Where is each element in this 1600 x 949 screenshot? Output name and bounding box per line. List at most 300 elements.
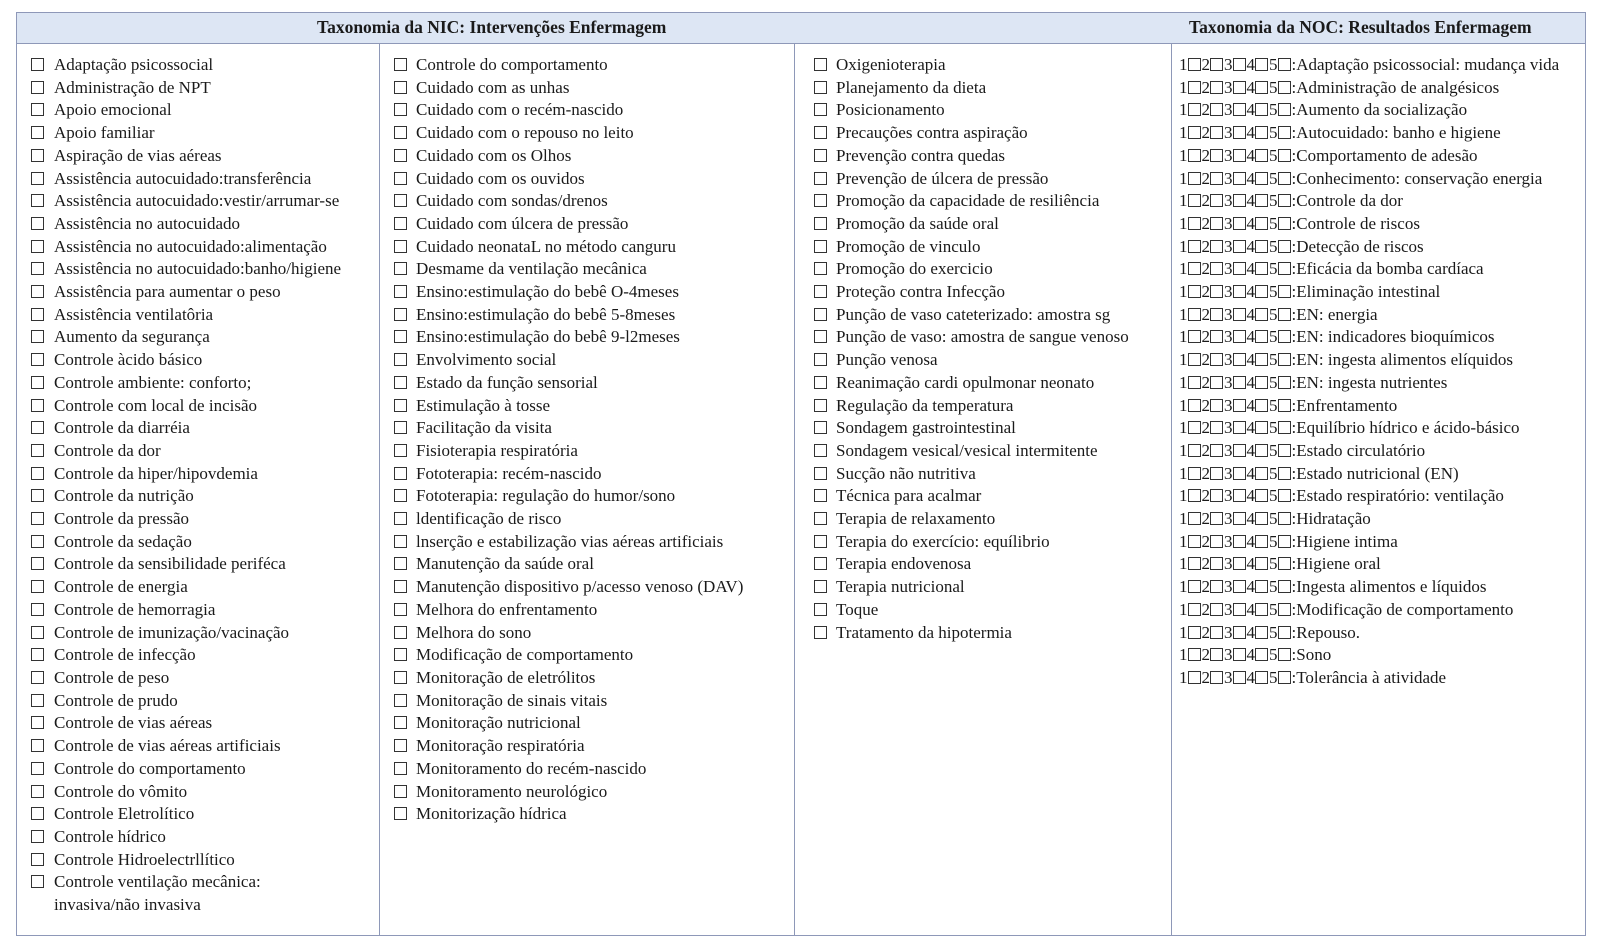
checkbox[interactable] — [814, 489, 827, 502]
rating-checkbox[interactable] — [1188, 444, 1201, 457]
checkbox[interactable] — [814, 467, 827, 480]
rating-checkbox[interactable] — [1278, 535, 1291, 548]
rating-checkbox[interactable] — [1188, 217, 1201, 230]
checkbox[interactable] — [814, 580, 827, 593]
rating-checkbox[interactable] — [1188, 489, 1201, 502]
nic-item-label: Punção venosa — [836, 350, 938, 370]
rating-checkbox[interactable] — [1210, 489, 1223, 502]
checkbox[interactable] — [814, 444, 827, 457]
checkbox[interactable] — [394, 172, 407, 185]
checkbox[interactable] — [31, 330, 44, 343]
checkbox[interactable] — [394, 762, 407, 775]
rating-checkbox[interactable] — [1233, 626, 1246, 639]
nic-item — [795, 576, 1171, 599]
rating-scale — [1179, 372, 1296, 395]
checkbox[interactable] — [394, 58, 407, 71]
checkbox[interactable] — [394, 149, 407, 162]
checkbox[interactable] — [394, 716, 407, 729]
checkbox[interactable] — [31, 376, 44, 389]
rating-checkbox[interactable] — [1278, 353, 1291, 366]
rating-checkbox[interactable] — [1188, 149, 1201, 162]
rating-checkbox[interactable] — [1188, 308, 1201, 321]
checkbox[interactable] — [394, 512, 407, 525]
rating-checkbox[interactable] — [1233, 194, 1246, 207]
rating-checkbox[interactable] — [1255, 262, 1268, 275]
rating-checkbox[interactable] — [1188, 172, 1201, 185]
rating-checkbox[interactable] — [1255, 467, 1268, 480]
checkbox[interactable] — [814, 376, 827, 389]
checkbox[interactable] — [394, 217, 407, 230]
checkbox[interactable] — [31, 694, 44, 707]
rating-checkbox[interactable] — [1278, 58, 1291, 71]
checkbox[interactable] — [814, 58, 827, 71]
rating-checkbox[interactable] — [1188, 353, 1201, 366]
rating-checkbox[interactable] — [1233, 103, 1246, 116]
rating-number: 5 — [1269, 77, 1278, 97]
checkbox[interactable] — [31, 262, 44, 275]
checkbox[interactable] — [394, 376, 407, 389]
checkbox[interactable] — [31, 489, 44, 502]
nic-item-label: Reanimação cardi opulmonar neonato — [836, 372, 1095, 392]
checkbox[interactable] — [31, 875, 44, 888]
checkbox[interactable] — [394, 785, 407, 798]
rating-checkbox[interactable] — [1210, 149, 1223, 162]
rating-checkbox[interactable] — [1255, 149, 1268, 162]
rating-checkbox[interactable] — [1188, 285, 1201, 298]
rating-number: 4 — [1246, 667, 1255, 687]
checkbox[interactable] — [814, 330, 827, 343]
checkbox[interactable] — [394, 285, 407, 298]
rating-checkbox[interactable] — [1233, 444, 1246, 457]
rating-checkbox[interactable] — [1255, 172, 1268, 185]
rating-checkbox[interactable] — [1188, 376, 1201, 389]
nic-item-label: Fototerapia: recém-nascido — [416, 463, 602, 483]
rating-number: 4 — [1246, 622, 1255, 642]
rating-number: 3 — [1224, 259, 1233, 279]
separator: : — [1291, 463, 1297, 483]
checkbox[interactable] — [31, 626, 44, 639]
checkbox[interactable] — [394, 444, 407, 457]
rating-checkbox[interactable] — [1255, 194, 1268, 207]
rating-checkbox[interactable] — [1233, 353, 1246, 366]
rating-checkbox[interactable] — [1233, 671, 1246, 684]
rating-checkbox[interactable] — [1210, 353, 1223, 366]
checkbox[interactable] — [31, 194, 44, 207]
rating-checkbox[interactable] — [1255, 421, 1268, 434]
rating-checkbox[interactable] — [1188, 240, 1201, 253]
noc-item — [1172, 599, 1585, 622]
rating-checkbox[interactable] — [1255, 240, 1268, 253]
rating-checkbox[interactable] — [1255, 557, 1268, 570]
rating-checkbox[interactable] — [1188, 421, 1201, 434]
noc-item — [1172, 417, 1585, 440]
rating-number: 3 — [1224, 236, 1233, 256]
rating-checkbox[interactable] — [1255, 399, 1268, 412]
checkbox[interactable] — [394, 739, 407, 752]
rating-checkbox[interactable] — [1188, 535, 1201, 548]
rating-checkbox[interactable] — [1233, 285, 1246, 298]
rating-checkbox[interactable] — [1210, 240, 1223, 253]
nic-item-label: Prevenção contra quedas — [836, 145, 1005, 165]
checkbox[interactable] — [394, 603, 407, 616]
rating-checkbox[interactable] — [1210, 376, 1223, 389]
rating-number: 3 — [1224, 418, 1233, 438]
nic-item — [380, 372, 794, 395]
checkbox[interactable] — [394, 330, 407, 343]
rating-checkbox[interactable] — [1233, 467, 1246, 480]
checkbox[interactable] — [394, 262, 407, 275]
rating-number: 5 — [1269, 123, 1278, 143]
rating-checkbox[interactable] — [1210, 603, 1223, 616]
rating-number: 4 — [1246, 145, 1255, 165]
noc-item-label: Estado circulatório — [1296, 440, 1426, 460]
nic-item — [795, 326, 1171, 349]
rating-checkbox[interactable] — [1278, 557, 1291, 570]
rating-checkbox[interactable] — [1210, 671, 1223, 684]
rating-checkbox[interactable] — [1233, 172, 1246, 185]
rating-number: 5 — [1269, 486, 1278, 506]
rating-checkbox[interactable] — [1278, 512, 1291, 525]
checkbox[interactable] — [394, 807, 407, 820]
checkbox[interactable] — [31, 853, 44, 866]
rating-checkbox[interactable] — [1233, 58, 1246, 71]
checkbox[interactable] — [394, 467, 407, 480]
checkbox[interactable] — [31, 444, 44, 457]
noc-item-label: EN: ingesta alimentos elíquidos — [1296, 350, 1513, 370]
rating-number: 1 — [1179, 372, 1188, 392]
rating-checkbox[interactable] — [1188, 580, 1201, 593]
rating-checkbox[interactable] — [1278, 330, 1291, 343]
rating-checkbox[interactable] — [1188, 557, 1201, 570]
nic-item — [795, 122, 1171, 145]
checkbox[interactable] — [814, 217, 827, 230]
rating-checkbox[interactable] — [1278, 149, 1291, 162]
rating-checkbox[interactable] — [1210, 285, 1223, 298]
checkbox[interactable] — [31, 557, 44, 570]
rating-checkbox[interactable] — [1255, 444, 1268, 457]
checkbox[interactable] — [31, 671, 44, 684]
rating-checkbox[interactable] — [1188, 671, 1201, 684]
rating-checkbox[interactable] — [1210, 421, 1223, 434]
rating-checkbox[interactable] — [1188, 626, 1201, 639]
rating-checkbox[interactable] — [1233, 262, 1246, 275]
rating-checkbox[interactable] — [1188, 467, 1201, 480]
rating-checkbox[interactable] — [1210, 535, 1223, 548]
rating-checkbox[interactable] — [1210, 172, 1223, 185]
rating-checkbox[interactable] — [1278, 603, 1291, 616]
checkbox[interactable] — [814, 353, 827, 366]
rating-number: 2 — [1201, 304, 1210, 324]
rating-number: 4 — [1246, 55, 1255, 74]
checkbox[interactable] — [814, 81, 827, 94]
rating-checkbox[interactable] — [1278, 126, 1291, 139]
rating-checkbox[interactable] — [1233, 376, 1246, 389]
nic-item-label: Cuidado com as unhas — [416, 77, 570, 97]
rating-checkbox[interactable] — [1278, 421, 1291, 434]
rating-checkbox[interactable] — [1278, 626, 1291, 639]
rating-checkbox[interactable] — [1233, 580, 1246, 593]
separator: : — [1291, 77, 1297, 97]
rating-checkbox[interactable] — [1255, 648, 1268, 661]
checkbox[interactable] — [31, 58, 44, 71]
rating-checkbox[interactable] — [1210, 81, 1223, 94]
checkbox[interactable] — [394, 535, 407, 548]
rating-checkbox[interactable] — [1255, 330, 1268, 343]
rating-checkbox[interactable] — [1233, 308, 1246, 321]
rating-checkbox[interactable] — [1210, 580, 1223, 593]
rating-checkbox[interactable] — [1278, 399, 1291, 412]
checkbox[interactable] — [394, 103, 407, 116]
checkbox[interactable] — [31, 580, 44, 593]
rating-checkbox[interactable] — [1278, 217, 1291, 230]
checkbox[interactable] — [31, 240, 44, 253]
rating-checkbox[interactable] — [1210, 194, 1223, 207]
checkbox[interactable] — [394, 353, 407, 366]
checkbox[interactable] — [814, 285, 827, 298]
checkbox[interactable] — [31, 807, 44, 820]
rating-checkbox[interactable] — [1255, 285, 1268, 298]
checkbox[interactable] — [814, 240, 827, 253]
nic-item — [380, 508, 794, 531]
rating-checkbox[interactable] — [1210, 444, 1223, 457]
rating-checkbox[interactable] — [1188, 330, 1201, 343]
rating-number: 5 — [1269, 622, 1278, 642]
checkbox[interactable] — [31, 149, 44, 162]
rating-scale — [1179, 122, 1296, 145]
rating-checkbox[interactable] — [1278, 81, 1291, 94]
checkbox[interactable] — [814, 262, 827, 275]
nic-item — [17, 553, 379, 576]
checkbox[interactable] — [394, 648, 407, 661]
checkbox[interactable] — [814, 603, 827, 616]
checkbox[interactable] — [814, 535, 827, 548]
rating-scale — [1179, 508, 1296, 531]
checkbox[interactable] — [31, 285, 44, 298]
rating-checkbox[interactable] — [1210, 126, 1223, 139]
checkbox[interactable] — [31, 467, 44, 480]
rating-checkbox[interactable] — [1210, 399, 1223, 412]
rating-checkbox[interactable] — [1278, 240, 1291, 253]
noc-item-label: Eficácia da bomba cardíaca — [1296, 259, 1484, 279]
rating-checkbox[interactable] — [1210, 217, 1223, 230]
checkbox[interactable] — [814, 399, 827, 412]
rating-checkbox[interactable] — [1255, 81, 1268, 94]
nic-item — [380, 145, 794, 168]
rating-checkbox[interactable] — [1255, 353, 1268, 366]
rating-checkbox[interactable] — [1188, 603, 1201, 616]
rating-checkbox[interactable] — [1188, 512, 1201, 525]
checkbox[interactable] — [814, 421, 827, 434]
checkbox[interactable] — [31, 217, 44, 230]
checkbox[interactable] — [31, 648, 44, 661]
rating-checkbox[interactable] — [1255, 512, 1268, 525]
checkbox[interactable] — [814, 626, 827, 639]
checkbox[interactable] — [814, 172, 827, 185]
rating-checkbox[interactable] — [1233, 512, 1246, 525]
checkbox[interactable] — [814, 194, 827, 207]
nic-item-label: Controle da sensibilidade periféca — [54, 554, 286, 574]
nic-item-label: Proteção contra Infecção — [836, 282, 1005, 302]
rating-checkbox[interactable] — [1278, 444, 1291, 457]
checkbox[interactable] — [394, 126, 407, 139]
rating-checkbox[interactable] — [1210, 58, 1223, 71]
noc-item-label: Hidratação — [1296, 509, 1371, 529]
checkbox[interactable] — [394, 194, 407, 207]
checkbox[interactable] — [31, 512, 44, 525]
separator: : — [1291, 395, 1297, 415]
checkbox[interactable] — [394, 399, 407, 412]
rating-checkbox[interactable] — [1210, 512, 1223, 525]
rating-checkbox[interactable] — [1233, 81, 1246, 94]
rating-checkbox[interactable] — [1255, 626, 1268, 639]
checkbox[interactable] — [814, 149, 827, 162]
checkbox[interactable] — [394, 81, 407, 94]
checkbox[interactable] — [814, 557, 827, 570]
rating-checkbox[interactable] — [1233, 330, 1246, 343]
rating-checkbox[interactable] — [1188, 194, 1201, 207]
rating-number: 2 — [1201, 213, 1210, 233]
rating-checkbox[interactable] — [1278, 580, 1291, 593]
rating-checkbox[interactable] — [1233, 399, 1246, 412]
checkbox[interactable] — [31, 399, 44, 412]
checkbox[interactable] — [31, 739, 44, 752]
rating-number: 4 — [1246, 463, 1255, 483]
rating-checkbox[interactable] — [1255, 126, 1268, 139]
separator: : — [1291, 100, 1297, 120]
rating-checkbox[interactable] — [1210, 308, 1223, 321]
rating-checkbox[interactable] — [1210, 103, 1223, 116]
rating-scale — [1179, 622, 1296, 645]
rating-checkbox[interactable] — [1255, 489, 1268, 502]
checkbox[interactable] — [394, 489, 407, 502]
rating-checkbox[interactable] — [1188, 262, 1201, 275]
nic-item — [795, 281, 1171, 304]
checkbox[interactable] — [31, 830, 44, 843]
checkbox[interactable] — [31, 353, 44, 366]
checkbox[interactable] — [31, 603, 44, 616]
rating-checkbox[interactable] — [1188, 399, 1201, 412]
checkbox[interactable] — [31, 785, 44, 798]
rating-checkbox[interactable] — [1255, 308, 1268, 321]
rating-checkbox[interactable] — [1278, 376, 1291, 389]
rating-checkbox[interactable] — [1278, 648, 1291, 661]
checkbox[interactable] — [394, 694, 407, 707]
rating-checkbox[interactable] — [1233, 217, 1246, 230]
rating-number: 3 — [1224, 486, 1233, 506]
checkbox[interactable] — [31, 762, 44, 775]
checkbox[interactable] — [394, 671, 407, 684]
checkbox[interactable] — [814, 512, 827, 525]
checkbox[interactable] — [31, 126, 44, 139]
nic-item — [380, 758, 794, 781]
checkbox[interactable] — [394, 240, 407, 253]
nic-title: Taxonomia da NIC: Intervenções Enfermagem — [317, 17, 667, 37]
rating-checkbox[interactable] — [1255, 535, 1268, 548]
rating-checkbox[interactable] — [1233, 149, 1246, 162]
noc-item-label: EN: indicadores bioquímicos — [1296, 327, 1495, 347]
checkbox[interactable] — [394, 580, 407, 593]
rating-checkbox[interactable] — [1278, 308, 1291, 321]
rating-checkbox[interactable] — [1233, 421, 1246, 434]
rating-number: 4 — [1246, 372, 1255, 392]
rating-checkbox[interactable] — [1255, 103, 1268, 116]
rating-number: 2 — [1201, 667, 1210, 687]
checkbox[interactable] — [394, 626, 407, 639]
checkbox[interactable] — [31, 103, 44, 116]
rating-number: 4 — [1246, 418, 1255, 438]
rating-checkbox[interactable] — [1210, 330, 1223, 343]
checkbox[interactable] — [814, 103, 827, 116]
rating-checkbox[interactable] — [1233, 535, 1246, 548]
rating-number: 3 — [1224, 372, 1233, 392]
rating-checkbox[interactable] — [1278, 172, 1291, 185]
rating-checkbox[interactable] — [1278, 262, 1291, 275]
rating-checkbox[interactable] — [1278, 194, 1291, 207]
rating-checkbox[interactable] — [1233, 240, 1246, 253]
rating-number: 2 — [1201, 463, 1210, 483]
rating-checkbox[interactable] — [1188, 58, 1201, 71]
rating-checkbox[interactable] — [1255, 217, 1268, 230]
rating-checkbox[interactable] — [1188, 648, 1201, 661]
rating-checkbox[interactable] — [1278, 489, 1291, 502]
rating-checkbox[interactable] — [1255, 58, 1268, 71]
rating-number: 4 — [1246, 395, 1255, 415]
rating-checkbox[interactable] — [1278, 671, 1291, 684]
rating-checkbox[interactable] — [1188, 81, 1201, 94]
rating-checkbox[interactable] — [1233, 603, 1246, 616]
checkbox[interactable] — [394, 308, 407, 321]
rating-number: 2 — [1201, 622, 1210, 642]
rating-checkbox[interactable] — [1210, 557, 1223, 570]
rating-checkbox[interactable] — [1255, 603, 1268, 616]
rating-checkbox[interactable] — [1188, 126, 1201, 139]
rating-number: 1 — [1179, 145, 1188, 165]
checkbox[interactable] — [31, 81, 44, 94]
rating-checkbox[interactable] — [1278, 285, 1291, 298]
rating-checkbox[interactable] — [1255, 671, 1268, 684]
checkbox[interactable] — [394, 557, 407, 570]
rating-checkbox[interactable] — [1233, 648, 1246, 661]
checkbox[interactable] — [814, 126, 827, 139]
rating-checkbox[interactable] — [1255, 580, 1268, 593]
checkbox[interactable] — [31, 421, 44, 434]
nic-item-label: Controle Eletrolítico — [54, 804, 195, 824]
rating-checkbox[interactable] — [1233, 126, 1246, 139]
rating-checkbox[interactable] — [1233, 557, 1246, 570]
rating-checkbox[interactable] — [1255, 376, 1268, 389]
rating-checkbox[interactable] — [1210, 626, 1223, 639]
rating-checkbox[interactable] — [1188, 103, 1201, 116]
rating-checkbox[interactable] — [1233, 489, 1246, 502]
noc-item — [1172, 553, 1585, 576]
nic-item — [795, 145, 1171, 168]
separator: : — [1291, 509, 1297, 529]
nic-item-label: Controle do comportamento — [54, 758, 246, 778]
checkbox[interactable] — [31, 716, 44, 729]
checkbox[interactable] — [31, 308, 44, 321]
checkbox[interactable] — [31, 535, 44, 548]
nic-item-label: lnserção e estabilização vias aéreas artificiais — [416, 531, 724, 551]
rating-checkbox[interactable] — [1278, 467, 1291, 480]
rating-checkbox[interactable] — [1210, 467, 1223, 480]
checkbox[interactable] — [814, 308, 827, 321]
separator: : — [1291, 667, 1297, 687]
rating-checkbox[interactable] — [1278, 103, 1291, 116]
rating-checkbox[interactable] — [1210, 262, 1223, 275]
checkbox[interactable] — [31, 172, 44, 185]
checkbox[interactable] — [394, 421, 407, 434]
rating-checkbox[interactable] — [1210, 648, 1223, 661]
